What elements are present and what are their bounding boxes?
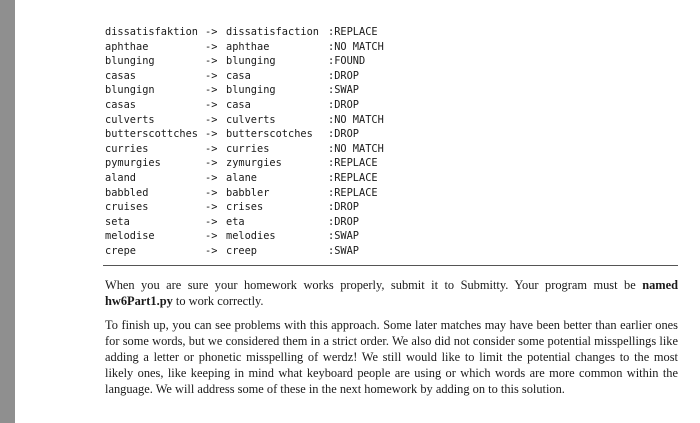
misspelled-word: dissatisfaktion bbox=[105, 26, 198, 38]
result-label: :REPLACE bbox=[328, 186, 378, 199]
result-label: :REPLACE bbox=[328, 26, 378, 38]
arrow: -> bbox=[205, 98, 218, 111]
result-label: :REPLACE bbox=[328, 171, 378, 184]
result-label: :DROP bbox=[328, 98, 359, 111]
arrow: -> bbox=[205, 230, 218, 243]
corrected-word: culverts bbox=[226, 113, 276, 126]
result-label: :NO MATCH bbox=[328, 40, 384, 53]
arrow: -> bbox=[205, 171, 218, 184]
corrected-word: alane bbox=[226, 171, 257, 184]
corrected-word: babbler bbox=[226, 186, 270, 199]
corrected-word: butterscotches bbox=[226, 128, 313, 141]
arrow: -> bbox=[205, 26, 218, 38]
arrow: -> bbox=[205, 215, 218, 228]
submission-paragraph bbox=[105, 277, 678, 309]
corrected-word: melodies bbox=[226, 230, 276, 243]
misspelled-word: melodise bbox=[105, 230, 155, 243]
misspelled-word: pymurgies bbox=[105, 157, 161, 170]
corrected-word: aphthae bbox=[226, 40, 270, 53]
misspelled-word: aland bbox=[105, 171, 136, 184]
misspelled-word: blungign bbox=[105, 84, 155, 97]
corrected-word: creep bbox=[226, 244, 257, 257]
result-label: :SWAP bbox=[328, 230, 359, 243]
left-margin-bar bbox=[0, 0, 15, 423]
arrow: -> bbox=[205, 201, 218, 214]
arrow: -> bbox=[205, 142, 218, 155]
arrow: -> bbox=[205, 69, 218, 82]
corrected-word: casa bbox=[226, 98, 251, 111]
arrow: -> bbox=[205, 113, 218, 126]
result-label: :DROP bbox=[328, 69, 359, 82]
horizontal-rule bbox=[103, 265, 678, 266]
misspelled-word: blunging bbox=[105, 55, 155, 68]
result-label: :DROP bbox=[328, 201, 359, 214]
corrected-word: blunging bbox=[226, 84, 276, 97]
submission-text-pre: When you are sure your homework works properly, submit it to Submitty. Your program must be bbox=[105, 278, 643, 292]
arrow: -> bbox=[205, 40, 218, 53]
corrected-word: curries bbox=[226, 142, 270, 155]
result-label: :SWAP bbox=[328, 84, 359, 97]
arrow: -> bbox=[205, 55, 218, 68]
arrow: -> bbox=[205, 84, 218, 97]
result-label: :NO MATCH bbox=[328, 113, 384, 126]
corrected-word: eta bbox=[226, 215, 245, 228]
corrected-word: crises bbox=[226, 201, 264, 214]
result-label: :DROP bbox=[328, 128, 359, 141]
result-label: :FOUND bbox=[328, 55, 366, 68]
misspelled-word: casas bbox=[105, 69, 136, 82]
submission-filename-bold: named hw6Part1.py bbox=[105, 278, 678, 308]
misspelled-word: casas bbox=[105, 98, 136, 111]
misspelled-word: seta bbox=[105, 215, 130, 228]
result-label: :REPLACE bbox=[328, 157, 378, 170]
misspelled-word: aphthae bbox=[105, 40, 149, 53]
misspelled-word: culverts bbox=[105, 113, 155, 126]
misspelled-word: babbled bbox=[105, 186, 149, 199]
misspelled-word: butterscottches bbox=[105, 128, 198, 141]
discussion-paragraph: To finish up, you can see problems with this approach. Some later matches may have been better than earlier ones for some words, but we considered them in a strict order. We also did not consider some potential misspellings like adding a letter or phonetic misspelling of werdz! We still would like to limit the potential changes to the most likely ones, like keeping in mind what keyboard people are using or which words are more common within the language. We will address some of these in the next homework by adding on to this solution. bbox=[105, 318, 678, 396]
submission-text-post: to work correctly. bbox=[172, 294, 264, 308]
misspelled-word: curries bbox=[105, 142, 149, 155]
misspelled-word: cruises bbox=[105, 201, 149, 214]
result-label: :SWAP bbox=[328, 244, 359, 257]
arrow: -> bbox=[205, 186, 218, 199]
corrected-word: blunging bbox=[226, 55, 276, 68]
arrow: -> bbox=[205, 157, 218, 170]
corrected-word: zymurgies bbox=[226, 157, 282, 170]
misspelled-word: crepe bbox=[105, 244, 136, 257]
arrow: -> bbox=[205, 128, 218, 141]
corrected-word: casa bbox=[226, 69, 251, 82]
result-label: :DROP bbox=[328, 215, 359, 228]
corrected-word: dissatisfaction bbox=[226, 26, 319, 38]
result-label: :NO MATCH bbox=[328, 142, 384, 155]
arrow: -> bbox=[205, 244, 218, 257]
